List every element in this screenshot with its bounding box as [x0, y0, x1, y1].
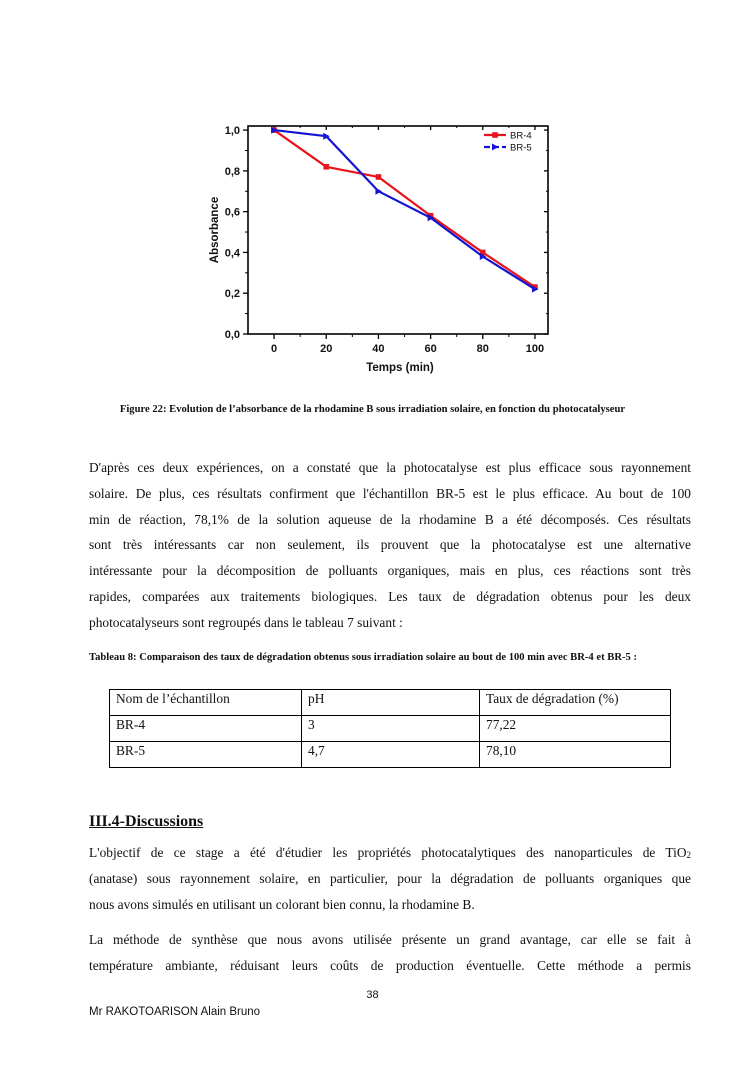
paragraph-line: sont très intéressants car non seulement, ils prouvent que la photocatalyse est une alternative [89, 537, 691, 553]
paragraph-line: rapides, comparées aux traitements biologiques. Les taux de dégradation obtenus pour les deux [89, 588, 691, 604]
paragraph-line: (anatase) sous rayonnement solaire, en particulier, pour la dégradation de polluants organiques que [89, 870, 691, 886]
y-tick-label: 0,2 [224, 288, 240, 301]
paragraph-objective [89, 840, 691, 917]
legend-marker [492, 144, 499, 151]
legend-label: BR-5 [510, 142, 532, 154]
legend-marker [492, 132, 498, 138]
paragraph-line: température ambiante, réduisant leurs coûts de production éventuelle. Cette méthode a permis [89, 957, 691, 973]
x-tick-label: 40 [372, 343, 385, 355]
y-tick-label: 0,8 [224, 165, 240, 178]
table-cell: 4,7 [302, 742, 480, 768]
x-tick-label: 80 [476, 343, 489, 355]
data-point-br-4 [323, 164, 329, 170]
x-tick-label: 0 [271, 343, 278, 355]
author-footer: Mr RAKOTOARISON Alain Bruno [89, 1006, 261, 1018]
paragraph-line: D'après ces deux expériences, on a constaté que la photocatalyse est plus efficace sous rayonnement [89, 460, 691, 475]
table-cell: 78,10 [480, 742, 671, 768]
y-tick-label: 0,0 [224, 329, 240, 341]
table-row [110, 742, 671, 768]
y-axis-label: Absorbance [209, 196, 221, 264]
paragraph-line: min de réaction, 78,1% de la solution aqueuse de la rhodamine B a été décomposés. Ces résultats [89, 511, 691, 527]
paragraph-line [89, 840, 691, 866]
table-cell: 3 [302, 716, 480, 742]
section-heading: III.4-Discussions [89, 813, 204, 830]
y-tick-label: 1,0 [224, 125, 240, 138]
x-tick-label: 100 [525, 343, 545, 355]
y-tick-label: 0,4 [224, 247, 240, 260]
table-header-cell: Taux de dégradation (%) [480, 690, 671, 716]
degradation-table [109, 689, 671, 768]
y-tick-label: 0,6 [224, 206, 240, 219]
table-caption: Tableau 8: Comparaison des taux de dégradation obtenus sous irradiation solaire au bout de 100 min avec BR-4 et BR-5 : [89, 652, 637, 663]
paragraph-line: solaire. De plus, ces résultats confirment que l'échantillon BR-5 est le plus efficace. Au bout de 100 [89, 485, 691, 501]
page-number: 38 [366, 989, 379, 1001]
absorbance-chart [195, 118, 565, 380]
legend-label: BR-4 [510, 130, 532, 142]
data-point-br-4 [376, 174, 382, 180]
paragraph-text: L'objectif de ce stage a été d'étudier les propriétés photocatalytiques des nanoparticules de TiO [89, 845, 687, 860]
table-cell: 77,22 [480, 716, 671, 742]
paragraph-method [89, 927, 691, 979]
x-tick-label: 60 [424, 343, 437, 355]
x-axis-label: Temps (min) [366, 362, 434, 374]
subscript: 2 [686, 850, 691, 860]
x-tick-label: 20 [320, 343, 333, 355]
plot-frame [248, 126, 548, 334]
table-row [110, 716, 671, 742]
paragraph-line: nous avons simulés en utilisant un colorant bien connu, la rhodamine B. [89, 896, 475, 912]
table-cell: BR-5 [110, 742, 302, 768]
series-line-br-5 [274, 130, 535, 289]
paragraph-line: La méthode de synthèse que nous avons utilisée présente un grand avantage, car elle se fait à [89, 932, 691, 947]
table-header-row [110, 690, 671, 716]
table-cell: BR-4 [110, 716, 302, 742]
figure-caption: Figure 22: Evolution de l’absorbance de la rhodamine B sous irradiation solaire, en fonction du photocatalyseur [119, 404, 626, 415]
paragraph-line: photocatalyseurs sont regroupés dans le tableau 7 suivant : [89, 614, 403, 630]
table-header-cell: pH [302, 690, 480, 716]
table-header-cell: Nom de l’échantillon [110, 690, 302, 716]
paragraph-line: intéressante pour la décomposition de polluants organiques, mais en plus, ces réactions sont très [89, 563, 691, 579]
paragraph-results [89, 455, 691, 636]
